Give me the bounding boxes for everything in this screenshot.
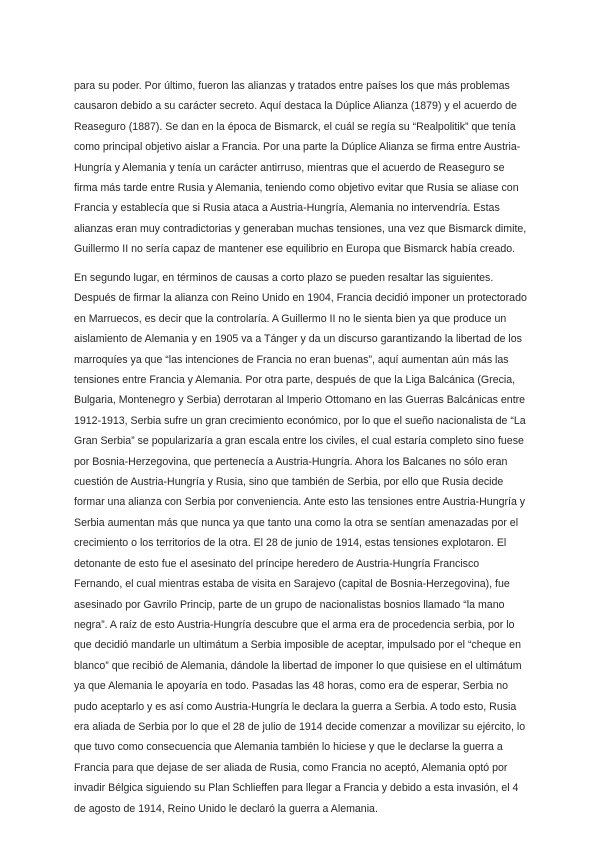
paragraph-alliances: para su poder. Por último, fueron las alianzas y tratados entre países los que más problemas causaron debido a su carácter secreto. Aquí destaca la Dúplice Alianza (1879) y el acuerdo de Reaseguro (1887). Se dan en la época de Bismarck, el cuál se regía su “Realpolitik” que tenía como principal objetivo aislar a Francia. Por una parte la Dúplice Alianza se firma entre Austria-Hungría y Alemania y tenía un carácter antirruso, mientras que el acuerdo de Reaseguro se firma más tarde entre Rusia y Alemania, teniendo como objetivo evitar que Rusia se aliase con Francia y establecía que si Rusia ataca a Austria-Hungría, Alemania no intervendría. Estas alianzas eran muy contradictorias y generaban muchas tensiones, una vez que Bismarck dimite, Guillermo II no sería capaz de mantener ese equilibrio en Europa que Bismarck había creado. [74, 80, 527, 256]
paragraph-short-term-causes: En segundo lugar, en términos de causas a corto plazo se pueden resaltar las siguientes. Después de firmar la alianza con Reino Unido en 1904, Francia decidió imponer un protectorado en Marruecos, es decir que la controlaría. A Guillermo II no le sienta bien ya que produce un aislamiento de Alemania y en 1905 va a Tánger y da un discurso garantizando la libertad de los marroquíes ya que “las intenciones de Francia no eran buenas”, aquí aumentan aún más las tensiones entre Francia y Alemania. Por otra parte, después de que la Liga Balcánica (Grecia, Bulgaria, Montenegro y Serbia) derrotaran al Imperio Ottomano en las Guerras Balcánicas entre 1912-1913, Serbia sufre un gran crecimiento económico, por lo que el sueño nacionalista de “La Gran Serbia” se popularizaría a gran escala entre los civiles, el cual estaría completo sino fuese por Bosnia-Herzegovina, que pertenecía a Austria-Hungría. Ahora los Balcanes no sólo eran cuestión de Austria-Hungría y Rusia, sino que también de Serbia, por ello que Rusia decide formar una alianza con Serbia por conveniencia. Ante esto las tensiones entre Austria-Hungría y Serbia aumentan más que nunca ya que tanto una como la otra se sentían amenazadas por el crecimiento o los territorios de la otra. El 28 de junio de 1914, estas tensiones explotaron. El detonante de esto fue el asesinato del príncipe heredero de Austria-Hungría Francisco Fernando, el cual mientras estaba de visita en Sarajevo (capital de Bosnia-Herzegovina), fue asesinado por Gavrilo Princip, parte de un grupo de nacionalistas bosnios llamado “la mano negra”. A raíz de esto Austria-Hungría descubre que el arma era de procedencia serbia, por lo que decidió mandarle un ultimátum a Serbia imposible de aceptar, impulsado por el “cheque en blanco” que recibió de Alemania, dándole la libertad de imponer lo que quisiese en el ultimátum ya que Alemania le apoyaría en todo. Pasadas las 48 horas, como era de esperar, Serbia no pudo aceptarlo y es así como Austria-Hungría le declara la guerra a Serbia. A todo esto, Rusia era aliada de Serbia por lo que el 28 de julio de 1914 decide comenzar a movilizar su ejército, lo que tuvo como consecuencia que Alemania también lo hiciese y que le declarse la guerra a Francia para que dejase de ser aliada de Rusia, como Francia no aceptó, Alemania optó por invadir Bélgica siguiendo su Plan Schlieffen para llegar a Francia y debido a esta invasión, el 4 de agosto de 1914, Reino Unido le declaró la guerra a Alemania. [74, 272, 527, 815]
